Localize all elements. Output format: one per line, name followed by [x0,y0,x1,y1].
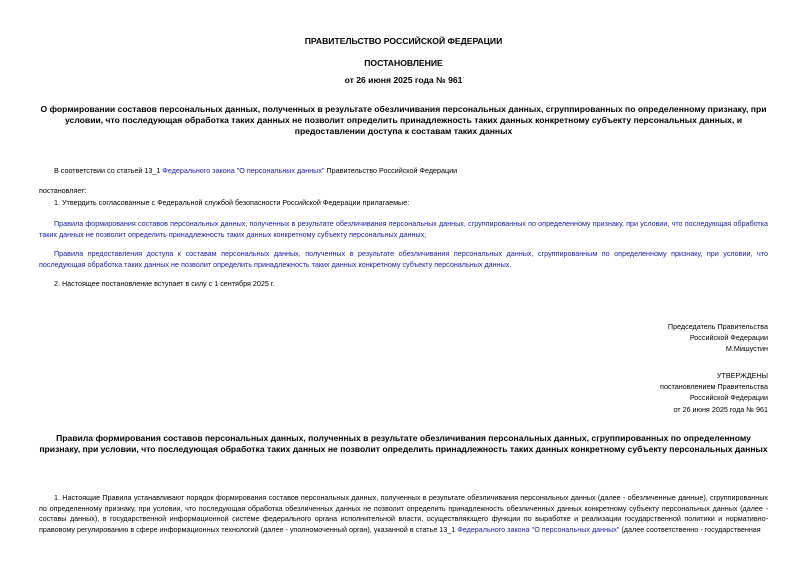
signature-block [668,321,768,355]
approval-label: УТВЕРЖДЕНЫ [716,371,768,380]
item-1: 1. Утвердить согласованные с Федеральной службой безопасности Российской Федерации прилагаемые: [54,198,410,207]
rules-formation-link[interactable]: Правила формирования составов персональных данных, полученных в результате обезличивания персональных данных, сгруппированных по определенному признаку, при условии, что последующая обработка таких данных не позволит определить принадлежность таких данных конкретному субъекту персональных данных; [39,219,768,239]
approval-block [660,370,768,415]
rules-p1-text-after: (далее соответственно - государственная [619,524,761,534]
rules-p1-text: 1. Настоящие Правила устанавливают порядок формирования составов персональных данных, полученных в результате обезличивания персональных данных (далее - обезличенные данные), сгруппированных по определенному признаку, при условии, что последующая обработка обезличенных данных не позволит определить принадлежность обезличенных данных конкретному субъекту персональных данных (далее - составы данных), в государственной информационной системе федерального органа исполнительной власти, осуществляющего функции по выработке и реализации государственной политики и нормативно-правовому регулированию в сфере информационных технологий (далее - уполномоченный орган), указанной в статье 13_1 [39,493,768,534]
approval-date: от 26 июня 2025 года № 961 [673,404,768,414]
preamble [54,166,774,177]
decides-text: постановляет: [39,186,87,195]
federal-law-link[interactable]: Федерального закона "О персональных данных" [162,166,325,175]
rules-paragraph-1 [39,493,768,535]
document-title: О формировании составов персональных данных, полученных в результате обезличивания персональных данных, сгруппированных по определенному признаку, при условии, что последующая обработка таких данных не позволит определить принадлежность таких данных конкретному субъекту персональных данных, и предоставлении доступа к составам таких данных [40,104,767,136]
rules-access-link[interactable]: Правила предоставления доступа к составам персональных данных, полученных в результате обезличивания персональных данных, сгруппированным по определенному признаку, при условии, что последующая обработка таких данных не позволит определить принадлежность таких данных конкретному субъекту персональных данных. [39,249,768,269]
approval-by: постановлением Правительства [660,382,768,392]
document-type: ПОСТАНОВЛЕНИЕ [364,58,443,68]
rules-title: Правила формирования составов персональных данных, полученных в результате обезличивания персональных данных, сгруппированных по определенному признаку, при условии, что последующая обработка таких данных не позволит определить принадлежность таких данных конкретному субъекту персональных данных [39,433,768,454]
preamble-suffix: Правительство Российской Федерации [324,166,458,175]
government-heading: ПРАВИТЕЛЬСТВО РОССИЙСКОЙ ФЕДЕРАЦИИ [304,36,503,46]
signature-country: Российской Федерации [689,333,768,343]
rules-formation-item [39,219,768,240]
approval-country: Российской Федерации [689,393,768,403]
item-2: 2. Настоящее постановление вступает в силу с 1 сентября 2025 г. [54,279,275,288]
signature-name: М.Мишустин [725,344,768,354]
rules-p1-law-link[interactable]: Федерального закона "О персональных данных" [457,524,620,534]
document-date-number: от 26 июня 2025 года № 961 [344,75,463,85]
rules-access-item [39,249,768,270]
preamble-prefix: В соответствии со статьей 13_1 [54,166,163,175]
signature-position: Председатель Правительства [667,322,768,331]
